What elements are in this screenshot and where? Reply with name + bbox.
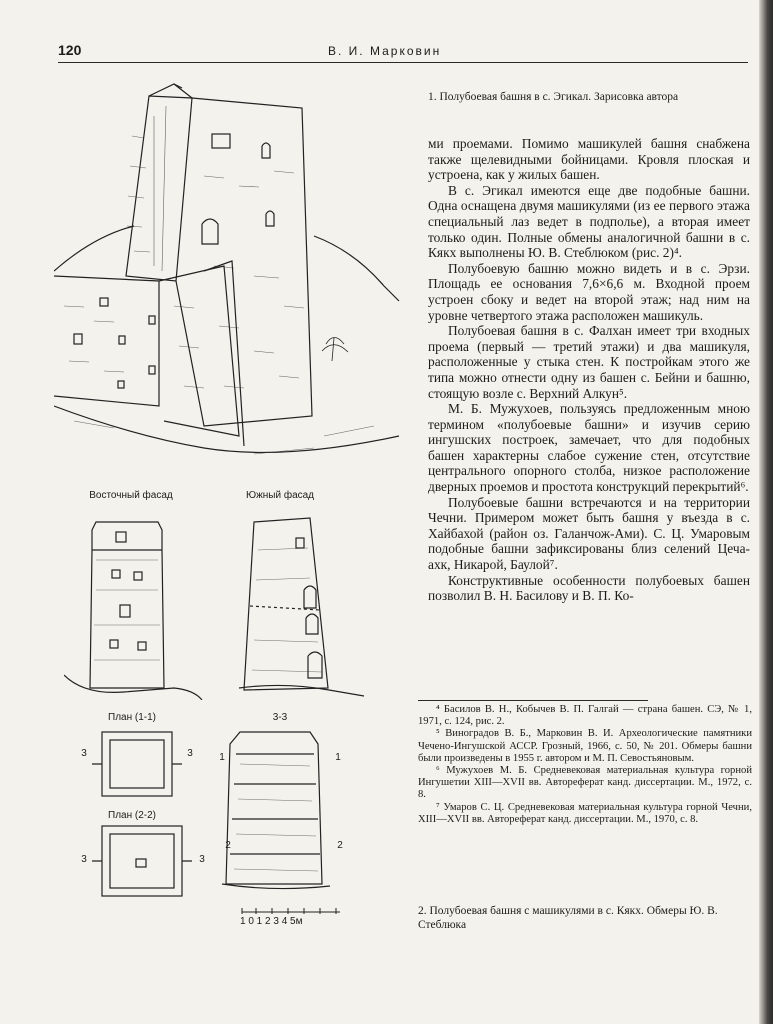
- section-mark-1-right: 1: [335, 752, 341, 763]
- paragraph: Конструктивные особенности полубоевых башен позволил В. Н. Басилову и В. П. Ко-: [428, 572, 750, 604]
- east-facade-label: Восточный фасад: [89, 490, 173, 501]
- tower-sketch-illustration: [54, 76, 404, 476]
- footnote-rule: [418, 700, 648, 701]
- paragraph: В с. Эгикал имеются еще две подобные башни. Одна оснащена двумя машикулями (из ее первого этажа специальный лаз ведет в подполье), а вторая имеет только один. Полные обмены аналогичной башни в с. Кякх выполнены Ю. В. Стеблюком (рис. 2)⁴.: [428, 182, 750, 261]
- section-mark-2-right: 2: [337, 840, 343, 851]
- paragraph: Полубоевая башня в с. Фалхан имеет три входных проема (первый — третий этажи) и два машикуля, расположенные у стыка стен. К постройкам этого же типа можно отнести одну из башен с. Бейни и башню, стоящую возле с. Верхний Алкун⁵.: [428, 323, 750, 401]
- south-facade-label: Южный фасад: [245, 490, 315, 501]
- plan-1-mark-left: 3: [81, 748, 87, 759]
- plan-1-label: План (1-1): [108, 712, 156, 723]
- page-header: [58, 40, 748, 63]
- scale-bar: [240, 906, 350, 916]
- body-text: [428, 136, 750, 604]
- section-mark-2-left: 2: [225, 840, 231, 851]
- plans-and-section: [80, 724, 370, 899]
- figure-1-caption: 1. Полубоевая башня в с. Эгикал. Зарисовка автора: [428, 91, 679, 103]
- running-head: В. И. Марковин: [328, 44, 442, 58]
- page-binding-shadow: [759, 0, 773, 1024]
- footnote: ⁴ Басилов В. Н., Кобычев В. П. Галгай — страна башен. СЭ, № 1, 1971, с. 124, рис. 2.: [418, 704, 752, 728]
- footnote: ⁵ Виноградов В. Б., Марковин В. И. Археологические памятники Чечено-Ингушской АССР. Грозный, 1966, с. 50, № 201. Обмеры башни были произведены в 1955 г. автором и М. П. Севостьяновым.: [418, 728, 752, 764]
- figure-1-tower-sketch: [54, 76, 404, 476]
- plan-2-mark-right: 3: [199, 854, 205, 865]
- facade-drawings: [64, 510, 364, 700]
- plan-2-mark-left: 3: [81, 854, 87, 865]
- figure-2-caption: 2. Полубоевая башня с машикулями в с. Кякх. Обмеры Ю. В. Стеблюка: [418, 905, 718, 931]
- plan-1-mark-right: 3: [187, 748, 193, 759]
- footnote: ⁶ Мужухоев М. Б. Средневековая материальная культура горной Ингушетии XIII—XVII вв. Автореферат канд. диссертации. М., 1972, с. 8.: [418, 765, 752, 801]
- section-mark-1-left: 1: [219, 752, 225, 763]
- paragraph: М. Б. Мужухоев, пользуясь предложенным мною термином «полубоевые башни» и изучив серию ингушских построек, замечает, что для подобных башен характерны слабое сужение стен, отсутствие центрального опорного столба, низкое расположение дверных проемов и простота конструкций перекрытий⁶.: [428, 401, 750, 495]
- scale-label: 1 0 1 2 3 4 5м: [240, 916, 303, 927]
- page-number: 120: [58, 42, 82, 58]
- section-label: 3-3: [272, 712, 288, 723]
- paragraph: Полубоевую башню можно видеть и в с. Эрзи. Площадь ее основания 7,6×6,6 м. Входной проем устроен сбоку и ведет на второй этаж; над ним на уровне четвертого этажа расположен машикуль.: [428, 260, 750, 323]
- footnote: ⁷ Умаров С. Ц. Средневековая материальная культура горной Чечни, XIII—XVII вв. Автореферат канд. диссертации. М., 1970, с. 8.: [418, 801, 752, 825]
- paragraph: ми проемами. Помимо машикулей башня снабжена также щелевидными бойницами. Кровля плоская и устроена, как у жилых башен.: [428, 136, 750, 183]
- footnotes: [418, 700, 752, 826]
- plan-2-label: План (2-2): [108, 810, 156, 821]
- paragraph: Полубоевые башни встречаются и на территории Чечни. Примером может быть башня у въезда в с. Хайбахой (район оз. Галанчож-Ами). С. Ц. Умаровым подобные башни зафиксированы близ селений Цеча-ахк, Никарой, Баулой⁷.: [428, 494, 750, 573]
